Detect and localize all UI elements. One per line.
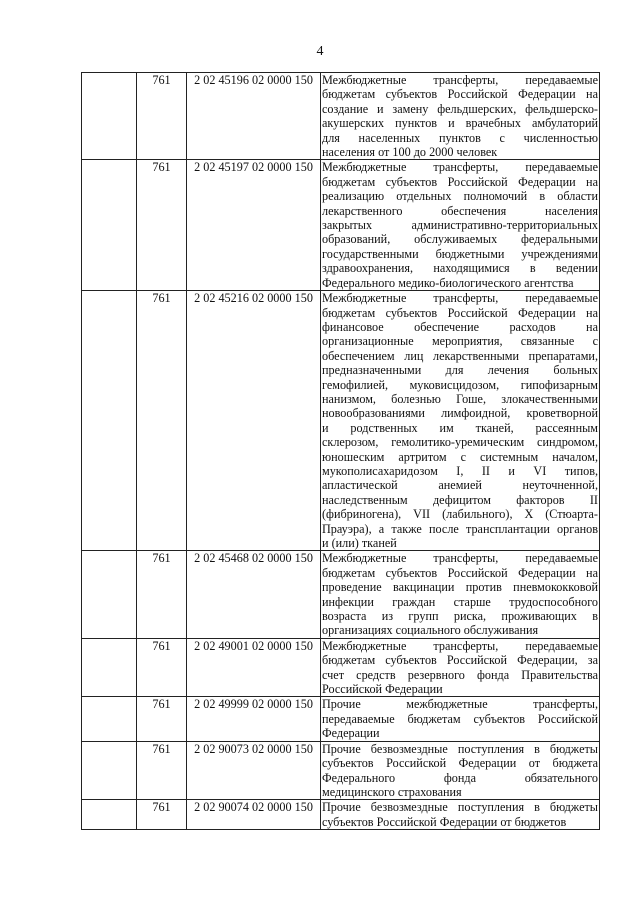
admin-code-cell: 761 xyxy=(137,638,187,697)
description-line: обеспечением лиц лекарственными препаратами, xyxy=(322,348,598,363)
description-line: реализацию отдельных полномочий в области xyxy=(322,189,598,204)
description-line: субъектов Российской Федерации от бюджета xyxy=(322,756,598,771)
description-line: Межбюджетные трансферты, передаваемые xyxy=(322,291,598,306)
description-line: Российской Федерации xyxy=(322,682,443,697)
income-description-cell xyxy=(321,800,600,830)
budget-classification-code-cell: 2 02 49999 02 0000 150 xyxy=(187,697,321,741)
description-line: бюджетам субъектов Российской Федерации на xyxy=(322,565,598,580)
table-row xyxy=(82,741,600,800)
blank-cell xyxy=(82,800,137,830)
description-line: новообразованиями лимфоидной, кроветворной xyxy=(322,406,598,421)
description-line: Прочие межбюджетные трансферты, xyxy=(322,697,598,712)
budget-classification-code-cell: 2 02 45216 02 0000 150 xyxy=(187,291,321,551)
description-line: и родственных им тканей, рассеянным xyxy=(322,420,598,435)
description-line: Прочие безвозмездные поступления в бюджеты xyxy=(322,800,598,815)
page-number: 4 xyxy=(316,44,324,59)
income-description-cell xyxy=(321,638,600,697)
description-line: возраста из групп риска, проживающих в xyxy=(322,609,598,624)
description-line: лекарственного обеспечения населения xyxy=(322,203,598,218)
admin-code-cell: 761 xyxy=(137,291,187,551)
description-line: бюджетам субъектов Российской Федерации на xyxy=(322,305,598,320)
table-row xyxy=(82,160,600,291)
description-line: Прауэра), а также после трансплантации органов xyxy=(322,521,598,536)
description-line: проведение вакцинации против пневмококковой xyxy=(322,580,598,595)
description-line: образований, обслуживаемых федеральными xyxy=(322,232,598,247)
admin-code-cell: 761 xyxy=(137,697,187,741)
description-line: государственными бюджетными учреждениями xyxy=(322,246,598,261)
blank-cell xyxy=(82,697,137,741)
blank-cell xyxy=(82,160,137,291)
income-description-cell xyxy=(321,551,600,638)
description-line: передаваемые бюджетам субъектов Российской xyxy=(322,711,598,726)
description-line: Межбюджетные трансферты, передаваемые xyxy=(322,551,598,566)
description-line: бюджетам субъектов Российской Федерации на xyxy=(322,174,598,189)
blank-cell xyxy=(82,638,137,697)
table-row xyxy=(82,291,600,551)
admin-code-cell: 761 xyxy=(137,551,187,638)
description-line: нанизмом, болезнью Гоше, злокачественными xyxy=(322,391,598,406)
description-line: гемофилией, муковисцидозом, гипофизарным xyxy=(322,377,598,392)
description-line: закрытых административно-территориальных xyxy=(322,218,598,233)
description-line: организациях социального обслуживания xyxy=(322,623,539,638)
description-line: Межбюджетные трансферты, передаваемые xyxy=(322,73,598,87)
description-line: бюджетам субъектов Российской Федерации, за xyxy=(322,653,598,668)
admin-code-cell: 761 xyxy=(137,73,187,160)
budget-classification-code-cell: 2 02 90074 02 0000 150 xyxy=(187,800,321,830)
table-body xyxy=(82,73,600,830)
description-line: для населенных пунктов с численностью xyxy=(322,130,598,145)
budget-classification-code-cell: 2 02 45196 02 0000 150 xyxy=(187,73,321,160)
description-line: Межбюджетные трансферты, передаваемые xyxy=(322,160,598,175)
description-line: юношеским артритом с системным началом, xyxy=(322,449,598,464)
description-line: и (или) тканей xyxy=(322,536,397,550)
description-line: инфекции граждан старше трудоспособного xyxy=(322,594,598,609)
description-line: акушерских пунктов и врачебных амбулаторий xyxy=(322,116,598,131)
description-line: населения от 100 до 2000 человек xyxy=(322,145,498,160)
table-row xyxy=(82,800,600,830)
description-line: Федерации xyxy=(322,726,380,741)
blank-cell xyxy=(82,551,137,638)
description-line: (фибриногена), VII (лабильного), X (Стюарта- xyxy=(322,507,598,522)
income-description-cell xyxy=(321,160,600,291)
description-line: Федерального медико-биологического агентства xyxy=(322,275,574,290)
description-line: предназначенными для лечения больных xyxy=(322,363,598,378)
description-line: финансовое обеспечение расходов на xyxy=(322,319,598,334)
budget-classification-code-cell: 2 02 49001 02 0000 150 xyxy=(187,638,321,697)
description-line: апластической анемией неуточненной, xyxy=(322,478,598,493)
income-description-cell xyxy=(321,741,600,800)
admin-code-cell: 761 xyxy=(137,800,187,830)
description-line: счет средств резервного фонда Правительства xyxy=(322,667,598,682)
budget-classification-code-cell: 2 02 45468 02 0000 150 xyxy=(187,551,321,638)
income-description-cell xyxy=(321,291,600,551)
description-line: мукополисахаридозом I, II и VI типов, xyxy=(322,463,598,478)
blank-cell xyxy=(82,291,137,551)
budget-classification-code-cell: 2 02 45197 02 0000 150 xyxy=(187,160,321,291)
blank-cell xyxy=(82,73,137,160)
income-description-cell xyxy=(321,697,600,741)
table-row xyxy=(82,638,600,697)
description-line: здравоохранения, находящимися в ведении xyxy=(322,261,598,276)
table-row xyxy=(82,73,600,160)
budget-classification-code-cell: 2 02 90073 02 0000 150 xyxy=(187,741,321,800)
description-line: Федерального фонда обязательного xyxy=(322,770,598,785)
income-description-cell xyxy=(321,73,600,160)
table-row xyxy=(82,551,600,638)
description-line: создание и замену фельдшерских, фельдшерско- xyxy=(322,101,598,116)
description-line: субъектов Российской Федерации от бюджетов xyxy=(322,814,567,829)
admin-code-cell: 761 xyxy=(137,741,187,800)
description-line: Межбюджетные трансферты, передаваемые xyxy=(322,638,598,653)
description-line: Прочие безвозмездные поступления в бюджеты xyxy=(322,741,598,756)
budget-codes-table xyxy=(81,72,600,830)
description-line: бюджетам субъектов Российской Федерации на xyxy=(322,87,598,102)
description-line: медицинского страхования xyxy=(322,784,462,799)
description-line: наследственным дефицитом факторов II xyxy=(322,492,598,507)
table-row xyxy=(82,697,600,741)
description-line: организационные мероприятия, связанные с xyxy=(322,334,598,349)
description-line: склерозом, гемолитико-уремическим синдромом, xyxy=(322,435,598,450)
admin-code-cell: 761 xyxy=(137,160,187,291)
blank-cell xyxy=(82,741,137,800)
